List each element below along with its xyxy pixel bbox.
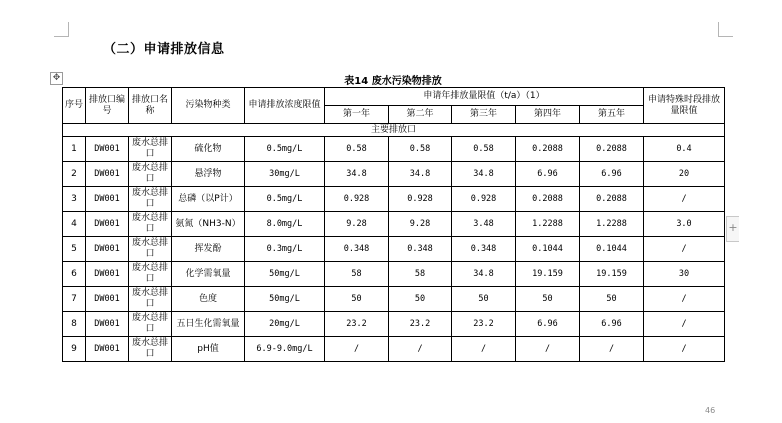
col-header-year5: 第五年 bbox=[580, 106, 644, 124]
cell-year4: 0.1044 bbox=[516, 237, 580, 262]
cell-special-period: / bbox=[644, 287, 725, 312]
cell-seq: 8 bbox=[63, 312, 86, 337]
cell-year3: 0.348 bbox=[452, 237, 516, 262]
cell-year5: 6.96 bbox=[580, 312, 644, 337]
cell-year2: 58 bbox=[389, 262, 452, 287]
cell-outlet-name: 废水总排口 bbox=[129, 262, 172, 287]
cell-year3: 23.2 bbox=[452, 312, 516, 337]
cell-year2: 50 bbox=[389, 287, 452, 312]
cell-year3: 0.58 bbox=[452, 137, 516, 162]
table-move-handle-icon[interactable]: ✥ bbox=[50, 72, 63, 85]
cell-pollutant: 硫化物 bbox=[172, 137, 245, 162]
wastewater-emission-table bbox=[62, 87, 725, 362]
cell-concentration: 50mg/L bbox=[245, 262, 325, 287]
cell-year3: / bbox=[452, 337, 516, 362]
cell-outlet-name: 废水总排口 bbox=[129, 162, 172, 187]
cell-outlet-name: 废水总排口 bbox=[129, 187, 172, 212]
cell-special-period: / bbox=[644, 337, 725, 362]
cell-year4: 50 bbox=[516, 287, 580, 312]
cell-year2: 0.58 bbox=[389, 137, 452, 162]
table-row bbox=[63, 312, 725, 337]
cell-concentration: 0.5mg/L bbox=[245, 137, 325, 162]
cell-year1: / bbox=[325, 337, 389, 362]
cell-year1: 50 bbox=[325, 287, 389, 312]
cell-seq: 4 bbox=[63, 212, 86, 237]
cell-year4: 1.2288 bbox=[516, 212, 580, 237]
cell-year1: 0.58 bbox=[325, 137, 389, 162]
cell-year4: 6.96 bbox=[516, 312, 580, 337]
cell-seq: 5 bbox=[63, 237, 86, 262]
cell-special-period: 20 bbox=[644, 162, 725, 187]
crop-mark-top-left bbox=[54, 22, 69, 37]
cell-outlet-id: DW001 bbox=[86, 212, 129, 237]
cell-outlet-name: 废水总排口 bbox=[129, 212, 172, 237]
cell-year3: 34.8 bbox=[452, 162, 516, 187]
cell-year1: 9.28 bbox=[325, 212, 389, 237]
cell-year5: 0.2088 bbox=[580, 187, 644, 212]
cell-pollutant: 五日生化需氧量 bbox=[172, 312, 245, 337]
cell-outlet-name: 废水总排口 bbox=[129, 312, 172, 337]
cell-concentration: 8.0mg/L bbox=[245, 212, 325, 237]
section-title-main-outlet: 主要排放口 bbox=[63, 124, 725, 137]
cell-seq: 1 bbox=[63, 137, 86, 162]
cell-outlet-id: DW001 bbox=[86, 262, 129, 287]
cell-year2: 23.2 bbox=[389, 312, 452, 337]
table-row bbox=[63, 162, 725, 187]
cell-year5: 50 bbox=[580, 287, 644, 312]
table-row bbox=[63, 262, 725, 287]
expand-panel-icon[interactable]: + bbox=[726, 216, 739, 242]
col-header-year1: 第一年 bbox=[325, 106, 389, 124]
cell-year3: 3.48 bbox=[452, 212, 516, 237]
cell-year4: 0.2088 bbox=[516, 137, 580, 162]
cell-concentration: 20mg/L bbox=[245, 312, 325, 337]
cell-outlet-id: DW001 bbox=[86, 237, 129, 262]
cell-year1: 34.8 bbox=[325, 162, 389, 187]
cell-year3: 34.8 bbox=[452, 262, 516, 287]
cell-year4: 6.96 bbox=[516, 162, 580, 187]
cell-year1: 23.2 bbox=[325, 312, 389, 337]
page-number: 46 bbox=[705, 406, 716, 415]
cell-year1: 58 bbox=[325, 262, 389, 287]
cell-special-period: / bbox=[644, 187, 725, 212]
cell-year4: / bbox=[516, 337, 580, 362]
cell-year4: 0.2088 bbox=[516, 187, 580, 212]
cell-concentration: 30mg/L bbox=[245, 162, 325, 187]
cell-special-period: 0.4 bbox=[644, 137, 725, 162]
col-header-outlet-name: 排放口名称 bbox=[129, 88, 172, 124]
cell-outlet-id: DW001 bbox=[86, 287, 129, 312]
cell-pollutant: 色度 bbox=[172, 287, 245, 312]
cell-year4: 19.159 bbox=[516, 262, 580, 287]
cell-concentration: 0.5mg/L bbox=[245, 187, 325, 212]
cell-year2: 9.28 bbox=[389, 212, 452, 237]
cell-special-period: / bbox=[644, 237, 725, 262]
cell-pollutant: 化学需氧量 bbox=[172, 262, 245, 287]
col-header-seq: 序号 bbox=[63, 88, 86, 124]
cell-outlet-id: DW001 bbox=[86, 187, 129, 212]
cell-concentration: 6.9-9.0mg/L bbox=[245, 337, 325, 362]
cell-seq: 7 bbox=[63, 287, 86, 312]
cell-year1: 0.348 bbox=[325, 237, 389, 262]
table-row bbox=[63, 212, 725, 237]
cell-seq: 2 bbox=[63, 162, 86, 187]
cell-year5: 0.2088 bbox=[580, 137, 644, 162]
cell-year5: 19.159 bbox=[580, 262, 644, 287]
cell-seq: 6 bbox=[63, 262, 86, 287]
cell-pollutant: 挥发酚 bbox=[172, 237, 245, 262]
table-row bbox=[63, 187, 725, 212]
cell-year2: 0.928 bbox=[389, 187, 452, 212]
col-header-pollutant: 污染物种类 bbox=[172, 88, 245, 124]
cell-seq: 9 bbox=[63, 337, 86, 362]
cell-pollutant: 悬浮物 bbox=[172, 162, 245, 187]
col-header-special-period: 申请特殊时段排放量限值 bbox=[644, 88, 725, 124]
cell-outlet-id: DW001 bbox=[86, 162, 129, 187]
cell-year5: / bbox=[580, 337, 644, 362]
cell-seq: 3 bbox=[63, 187, 86, 212]
cell-year2: 0.348 bbox=[389, 237, 452, 262]
cell-outlet-id: DW001 bbox=[86, 312, 129, 337]
cell-outlet-name: 废水总排口 bbox=[129, 287, 172, 312]
cell-outlet-name: 废水总排口 bbox=[129, 237, 172, 262]
cell-outlet-name: 废水总排口 bbox=[129, 337, 172, 362]
cell-concentration: 0.3mg/L bbox=[245, 237, 325, 262]
cell-outlet-id: DW001 bbox=[86, 137, 129, 162]
cell-special-period: 3.0 bbox=[644, 212, 725, 237]
cell-pollutant: 氨氮（NH3-N） bbox=[172, 212, 245, 237]
table-row bbox=[63, 137, 725, 162]
cell-year5: 0.1044 bbox=[580, 237, 644, 262]
cell-year1: 0.928 bbox=[325, 187, 389, 212]
table-row bbox=[63, 337, 725, 362]
table-caption: 表14 废水污染物排放 bbox=[344, 76, 442, 87]
cell-concentration: 50mg/L bbox=[245, 287, 325, 312]
col-header-annual-limit: 申请年排放量限值（t/a）（1） bbox=[325, 88, 644, 106]
cell-special-period: 30 bbox=[644, 262, 725, 287]
table-row bbox=[63, 287, 725, 312]
cell-special-period: / bbox=[644, 312, 725, 337]
col-header-year4: 第四年 bbox=[516, 106, 580, 124]
col-header-outlet-id: 排放口编号 bbox=[86, 88, 129, 124]
cell-pollutant: pH值 bbox=[172, 337, 245, 362]
cell-year2: / bbox=[389, 337, 452, 362]
section-heading: （二）申请排放信息 bbox=[103, 42, 225, 57]
cell-year3: 0.928 bbox=[452, 187, 516, 212]
col-header-concentration: 申请排放浓度限值 bbox=[245, 88, 325, 124]
cell-year5: 6.96 bbox=[580, 162, 644, 187]
cell-year2: 34.8 bbox=[389, 162, 452, 187]
cell-outlet-id: DW001 bbox=[86, 337, 129, 362]
crop-mark-top-right bbox=[718, 22, 733, 37]
col-header-year2: 第二年 bbox=[389, 106, 452, 124]
cell-year3: 50 bbox=[452, 287, 516, 312]
cell-outlet-name: 废水总排口 bbox=[129, 137, 172, 162]
table-row bbox=[63, 237, 725, 262]
cell-pollutant: 总磷（以P计） bbox=[172, 187, 245, 212]
cell-year5: 1.2288 bbox=[580, 212, 644, 237]
col-header-year3: 第三年 bbox=[452, 106, 516, 124]
